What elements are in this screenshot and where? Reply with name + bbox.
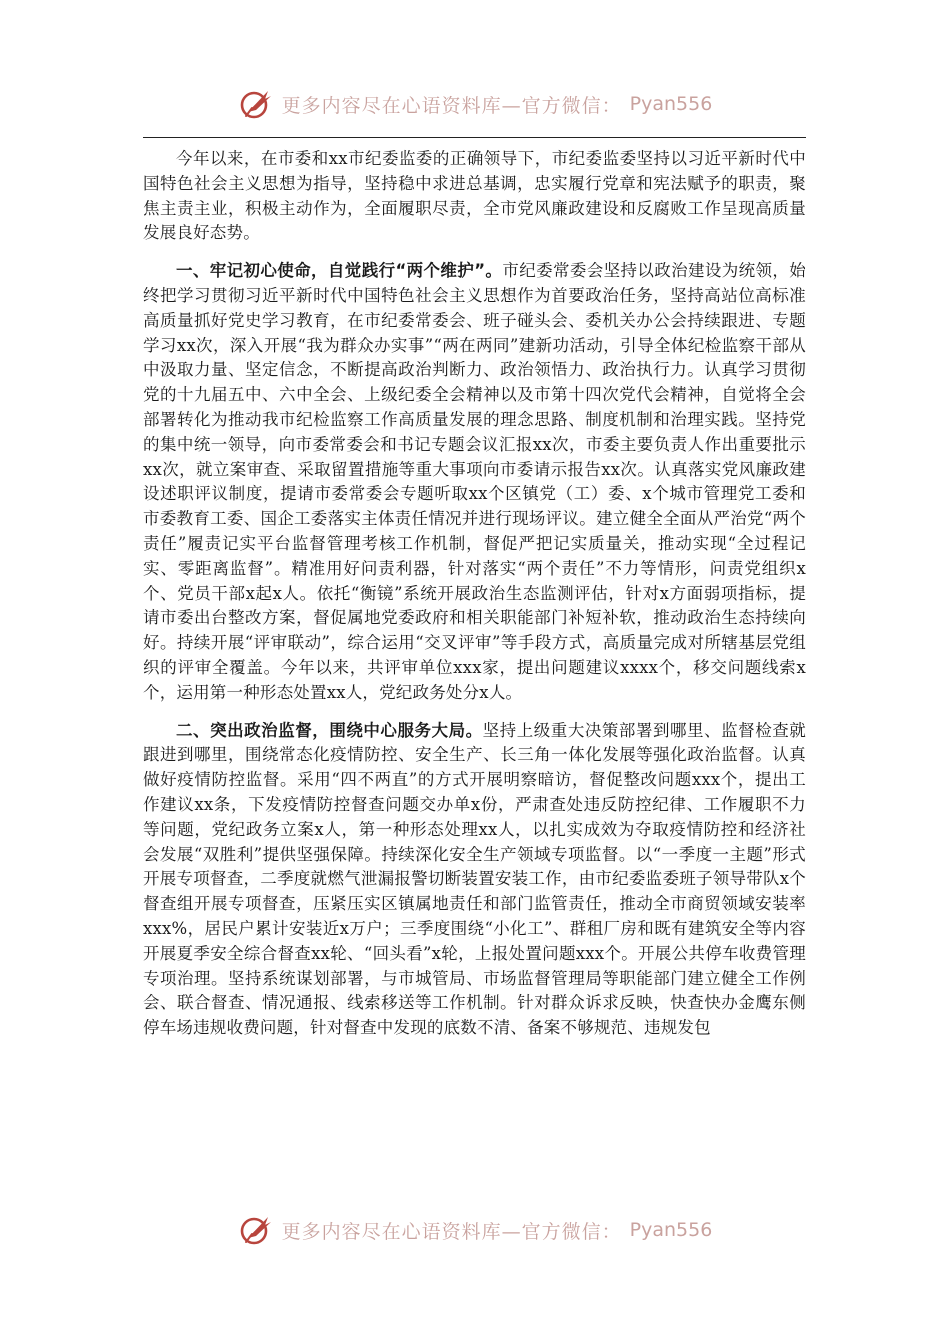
quill-logo-icon: [238, 86, 274, 122]
section-1-heading: 一、牢记初心使命，自觉践行“两个维护”。: [176, 261, 503, 281]
section-1-body: 市纪委常委会坚持以政治建设为统领，始终把学习贯彻习近平新时代中国特色社会主义思想作为首要政治任务，坚持高站位高标准高质量抓好党史学习教育，在市纪委常委会、班子碰头会、委机关办公会持续跟进、专题学习xx次，深入开展“我为群众办实事”“两在两同”建新功活动，引导全体纪检监察干部从中汲取力量、坚定信念，不断提高政治判断力、政治领悟力、政治执行力。认真学习贯彻党的十九届五中、六中全会、上级纪委全会精神以及市第十四次党代会精神，自觉将全会部署转化为推动我市纪检监察工作高质量发展的理念思路、制度机制和治理实践。坚持党的集中统一领导，向市委常委会和书记专题会议汇报xx次，市委主要负责人作出重要批示xx次，就立案审查、采取留置措施等重大事项向市委请示报告xx次。认真落实党风廉政建设述职评议制度，提请市委常委会专题听取xx个区镇党（工）委、x个城市管理党工委和市委教育工委、国企工委落实主体责任情况并进行现场评议。建立健全全面从严治党“两个责任”履责记实平台监督管理考核工作机制，督促严把记实质量关，推动实现“全过程记实、零距离监督”。精准用好问责利器，针对落实“两个责任”不力等情形，问责党组织x个、党员干部x起x人。依托“衡镜”系统开展政治生态监测评估，针对x方面弱项指标，提请市委出台整改方案，督促属地党委政府和相关职能部门补短补软，推动政治生态持续向好。持续开展“评审联动”，综合运用“交叉评审”等手段方式，高质量完成对所辖基层党组织的评审全覆盖。今年以来，共评审单位xxx家，提出问题建议xxxx个，移交问题线索x个，运用第一种形态处置xx人，党纪政务处分x人。: [143, 261, 806, 702]
header-banner-wechat-id: Pyan556: [629, 93, 713, 115]
header-banner: [0, 80, 950, 128]
footer-banner-text: 更多内容尽在心语资料库—官方微信：: [281, 1220, 622, 1243]
intro-paragraph: 今年以来，在市委和xx市纪委监委的正确领导下，市纪委监委坚持以习近平新时代中国特色社会主义思想为指导，坚持稳中求进总基调，忠实履行党章和宪法赋予的职责，聚焦主责主业，积极主动作为，全面履职尽责，全市党风廉政建设和反腐败工作呈现高质量发展良好态势。: [143, 149, 806, 243]
quill-logo-icon: [238, 1212, 274, 1248]
section-2-heading: 二、突出政治监督，围绕中心服务大局。: [176, 720, 483, 740]
footer-banner-wechat-id: Pyan556: [629, 1219, 713, 1241]
document-body: [143, 147, 806, 1041]
footer-banner: [0, 1206, 950, 1254]
header-divider: [143, 137, 806, 138]
section-1-paragraph: [143, 259, 806, 705]
section-2-paragraph: [143, 719, 806, 1041]
section-2-body: 坚持上级重大决策部署到哪里、监督检查就跟进到哪里，围绕常态化疫情防控、安全生产、长三角一体化发展等强化政治监督。认真做好疫情防控监督。采用“四不两直”的方式开展明察暗访，督促整改问题xxx个，提出工作建议xx条，下发疫情防控督查问题交办单x份，严肃查处违反防控纪律、工作履职不力等问题，党纪政务立案x人，第一种形态处理xx人，以扎实成效为夺取疫情防控和经济社会发展“双胜利”提供坚强保障。持续深化安全生产领域专项监督。以“一季度一主题”形式开展专项督查，二季度就燃气泄漏报警切断装置安装工作，由市纪委监委班子领导带队x个督查组开展专项督查，压紧压实区镇属地责任和部门监管责任，推动全市商贸领域安装率xxx%，居民户累计安装近x万户；三季度围绕“小化工”、群租厂房和既有建筑安全等内容开展夏季安全综合督查xx轮、“回头看”x轮，上报处置问题xxx个。开展公共停车收费管理专项治理。坚持系统谋划部署，与市城管局、市场监督管理局等职能部门建立健全工作例会、联合督查、情况通报、线索移送等工作机制。针对群众诉求反映，快查快办金鹰东侧停车场违规收费问题，针对督查中发现的底数不清、备案不够规范、违规发包: [143, 720, 806, 1038]
header-banner-text: 更多内容尽在心语资料库—官方微信：: [281, 94, 622, 117]
